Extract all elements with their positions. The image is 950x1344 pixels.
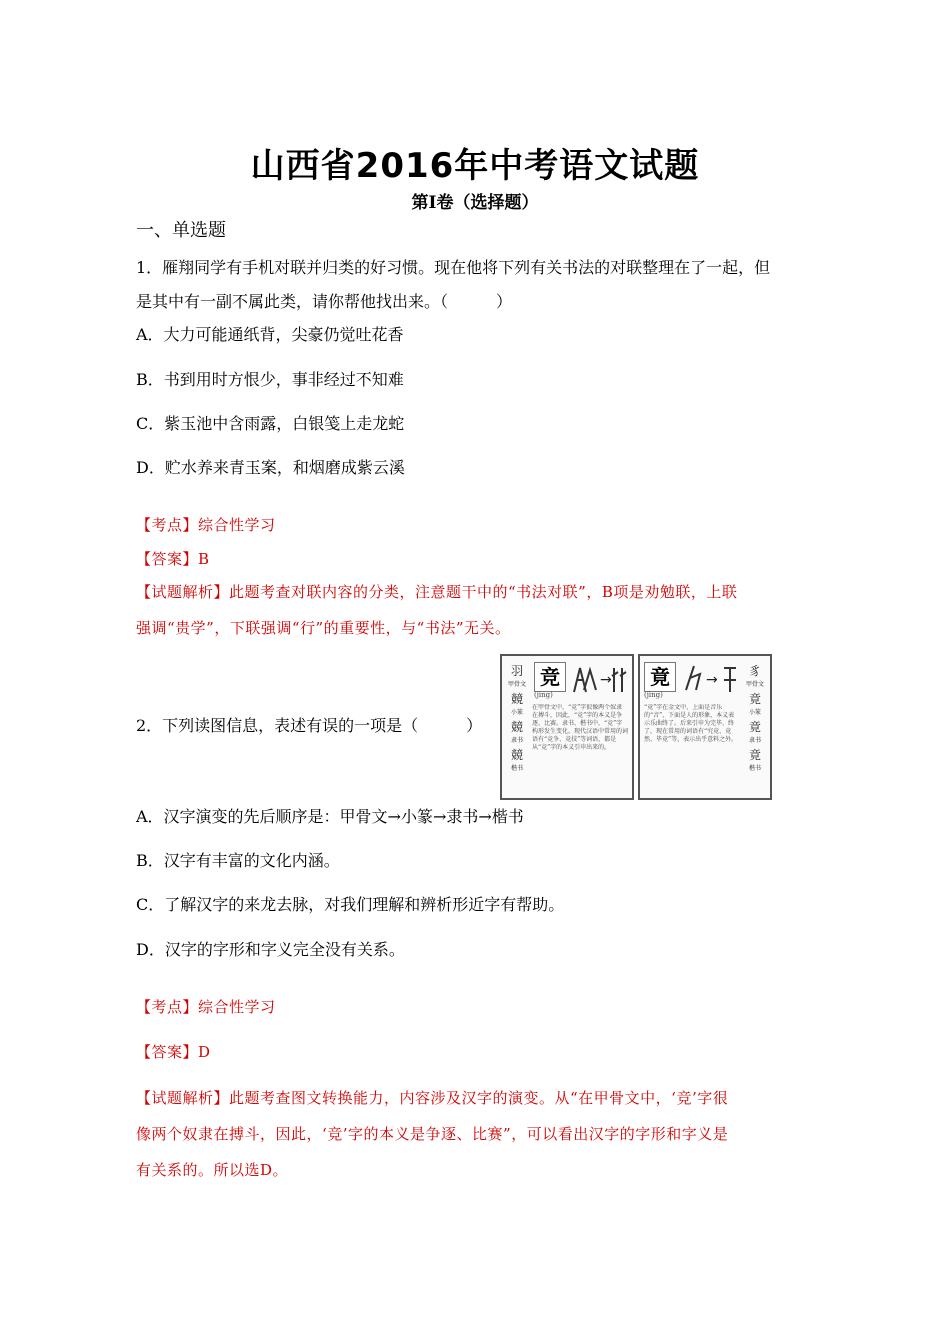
figure-left-text: 在甲骨文中，“竞”字很像两个奴隶在搏斗，因此，“竞”字的本义是争逐、比赛。隶书、楷书中，“竞”字构形发生变化。现代汉语中常用的词语有“竞争、竞技”等词语，都是从“竞”字的本义引申出来的。 — [532, 704, 628, 751]
figure-left-char: 竞 — [534, 662, 566, 692]
q2-answer: 【答案】D — [136, 1043, 211, 1061]
q1-option-a: A．大力可能通纸背，尖豪仍觉吐花香 — [136, 325, 404, 344]
figure-right-text: “竟”字在金文中，上面是音乐的“音”，下面是人的形象，本义表示乐曲终了。后来引申为完毕、终了，现在常用的词语有“究竟、竟然、毕竟”等，表示出乎意料之外。 — [644, 704, 738, 743]
q2-analysis-line3: 有关系的。所以选D。 — [136, 1161, 289, 1179]
q2-option-b: B．汉字有丰富的文化内涵。 — [136, 851, 340, 870]
q1-option-c: C．紫玉池中含雨露，白银笺上走龙蛇 — [136, 414, 405, 433]
figure-left-side-labels: 羽 甲骨文 竸 小篆 競 隶书 競 楷书 — [507, 664, 526, 772]
figure-panel-jing-end — [638, 654, 772, 800]
q2-analysis-line1: 【试题解析】此题考查图文转换能力，内容涉及汉字的演变。从“在甲骨文中，‘竞’字很 — [136, 1089, 729, 1107]
q2-analysis-line2: 像两个奴隶在搏斗，因此，‘竞’字的本义是争逐、比赛”，可以看出汉字的字形和字义是 — [136, 1125, 729, 1143]
q1-stem-line1: 1．雁翔同学有手机对联并归类的好习惯。现在他将下列有关书法的对联整理在了一起，但 — [136, 258, 771, 277]
figure-left-pictogram-icon — [570, 660, 628, 698]
page-subtitle: 第I卷（选择题） — [411, 193, 539, 213]
q2-option-a: A．汉字演变的先后顺序是：甲骨文→小篆→隶书→楷书 — [136, 807, 524, 826]
figure-right-char: 竟 — [644, 662, 676, 692]
section-heading: 一、单选题 — [136, 220, 226, 241]
figure-right-side-labels: 豸 甲骨文 竟 小篆 竟 隶书 竟 楷书 — [745, 664, 764, 772]
figure-panel-jing-compete — [500, 654, 634, 800]
q1-option-d: D．贮水养来青玉案，和烟磨成紫云溪 — [136, 458, 405, 477]
q1-analysis-line2: 强调“贵学”，下联强调“行”的重要性，与“书法”无关。 — [136, 619, 511, 637]
page-title: 山西省2016年中考语文试题 — [250, 146, 700, 186]
q1-stem-line2: 是其中有一副不属此类，请你帮他找出来。（ ） — [136, 292, 513, 311]
figure-right-arrow: → — [706, 672, 718, 688]
figure-left-pinyin: (jìng) — [534, 691, 553, 699]
q1-analysis-line1: 【试题解析】此题考查对联内容的分类，注意题干中的“书法对联”，B项是劝勉联，上联 — [136, 583, 738, 601]
q1-point: 【考点】综合性学习 — [136, 516, 276, 534]
figure-right-pictogram-icon — [680, 660, 742, 698]
q2-option-d: D．汉字的字形和字义完全没有关系。 — [136, 940, 405, 959]
figure-right-pinyin: (jìng) — [644, 691, 663, 699]
q2-stem: 2．下列读图信息，表述有误的一项是（ ） — [136, 716, 483, 735]
q1-answer: 【答案】B — [136, 550, 210, 568]
q1-option-b: B．书到用时方恨少，事非经过不知难 — [136, 370, 404, 389]
q2-option-c: C．了解汉字的来龙去脉，对我们理解和辨析形近字有帮助。 — [136, 895, 565, 914]
figure-left-arrow: → — [600, 672, 612, 688]
q2-point: 【考点】综合性学习 — [136, 998, 276, 1016]
